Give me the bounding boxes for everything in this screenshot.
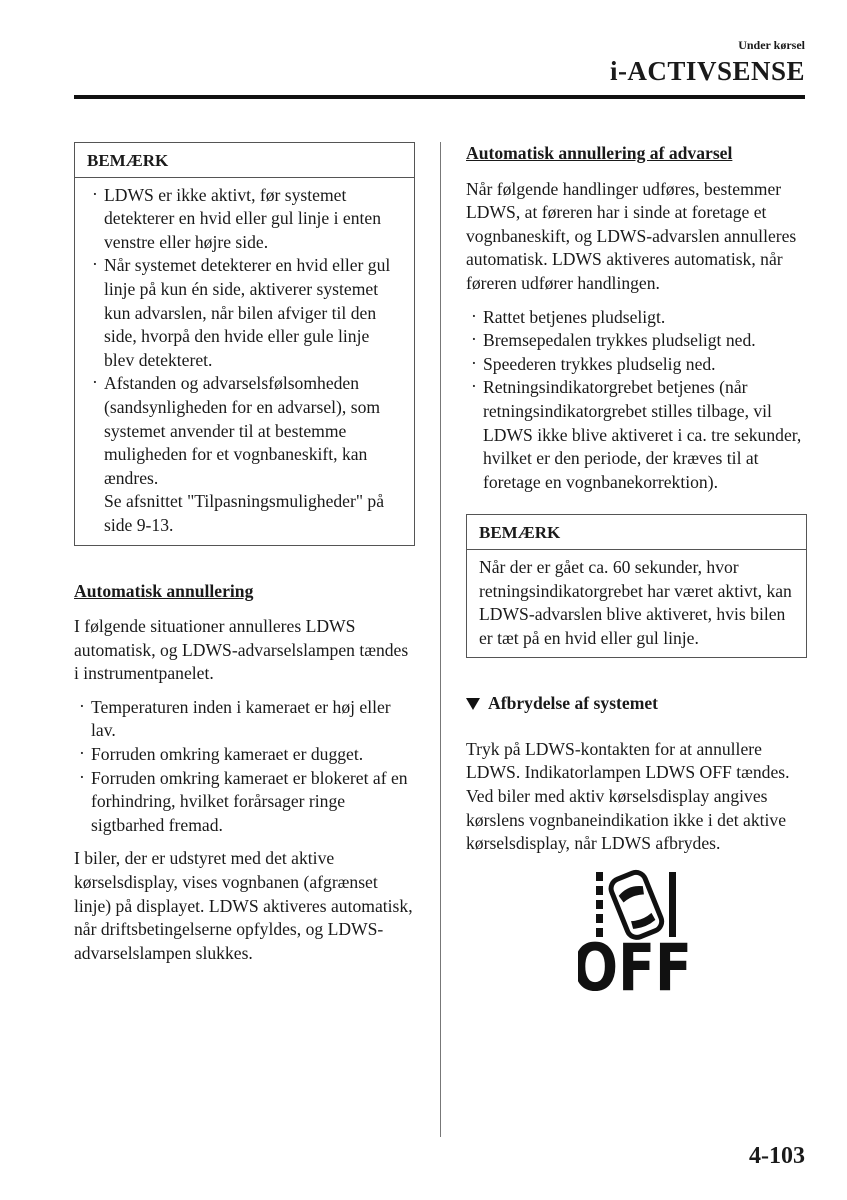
ldws-off-icon [578, 866, 694, 992]
section-heading-auto-cancel: Automatisk annullering [74, 580, 254, 601]
list-item: · Temperaturen inden i kameraet er høj eller lav. [74, 696, 415, 743]
note-box-left [74, 142, 415, 546]
list-item: · Rattet betjenes pludseligt. [466, 306, 807, 330]
left-column [74, 142, 415, 965]
paragraph: I følgende situationer annulleres LDWS automatisk, og LDWS-advarselslampen tændes i instrumentpanelet. [74, 616, 409, 684]
list-item: · Retningsindikatorgrebet betjenes (når retningsindikatorgrebet stilles tilbage, vil LDWS ikke blive aktiveret i ca. tre sekunder, hvilket er den periode, der kræves til at foretage en vognbanekorrektion). [466, 376, 807, 494]
list-item: · Speederen trykkes pludselig ned. [466, 353, 807, 377]
action-list [466, 306, 807, 495]
icon-off-label: OFF [578, 931, 692, 992]
paragraph: Ved biler med aktiv kørselsdisplay angives kørslens vognbaneindikation ikke i det aktive kørselsdisplay, når LDWS afbrydes. [466, 786, 787, 854]
paragraph: Tryk på LDWS-kontakten for at annullere LDWS. Indikatorlampen LDWS OFF tændes. [466, 738, 790, 783]
paragraph: I biler, der er udstyret med det aktive kørselsdisplay, vises vognbanen (afgrænset linje) på displayet. LDWS aktiveres automatisk, når driftsbetingelserne opfyldes, og LDWS-advarselslampen slukkes. [74, 848, 413, 963]
section-label: Under kørsel [738, 38, 805, 52]
page-number: 4-103 [749, 1143, 805, 1169]
right-column [466, 142, 807, 992]
triangle-marker-icon [466, 698, 480, 710]
section-heading-auto-cancel-warning: Automatisk annullering af advarsel [466, 143, 733, 163]
note-text: Når der er gået ca. 60 sekunder, hvor retningsindikatorgrebet har været aktivt, kan LDWS-advarslen blive aktiveret, hvis bilen er tæt på en hvid eller gul linje. [479, 556, 792, 648]
note-heading: BEMÆRK [467, 515, 806, 550]
paragraph: Når følgende handlinger udføres, bestemmer LDWS, at føreren har i sinde at foretage et vognbaneskift, og LDWS-advarslen annulleres automatisk. LDWS aktiveres automatisk, når føreren udfører handlingen. [466, 178, 797, 293]
column-divider [440, 142, 441, 1137]
list-item: · Bremsepedalen trykkes pludseligt ned. [466, 329, 807, 353]
note-box-right [466, 514, 807, 658]
note-heading: BEMÆRK [75, 143, 414, 178]
header-rule [74, 95, 805, 99]
condition-list [74, 696, 415, 838]
list-item: · Afstanden og advarselsfølsomheden (sandsynligheden for en advarsel), som systemet anvender til at bestemme muligheden for et vognbaneskift, kan ændres. [87, 372, 402, 490]
note-reference: Se afsnittet "Tilpasningsmuligheder" på side 9-13. [104, 491, 385, 535]
subsection-heading-disable: Afbrydelse af systemet [466, 692, 807, 716]
list-item: · Forruden omkring kameraet er dugget. [74, 743, 415, 767]
list-item: · Når systemet detekterer en hvid eller gul linje på kun én side, aktiverer systemet kun advarslen, når bilen afviger til den side, hvorpå den hvide eller gule linje blev detekteret. [87, 254, 402, 372]
list-item: · LDWS er ikke aktivt, før systemet detekterer en hvid eller gul linje i enten venstre eller højre side. [87, 184, 402, 255]
note-list [87, 184, 402, 491]
list-item: · Forruden omkring kameraet er blokeret af en forhindring, hvilket forårsager ringe sigtbarhed fremad. [74, 767, 415, 838]
page-title: i-ACTIVSENSE [609, 56, 805, 86]
